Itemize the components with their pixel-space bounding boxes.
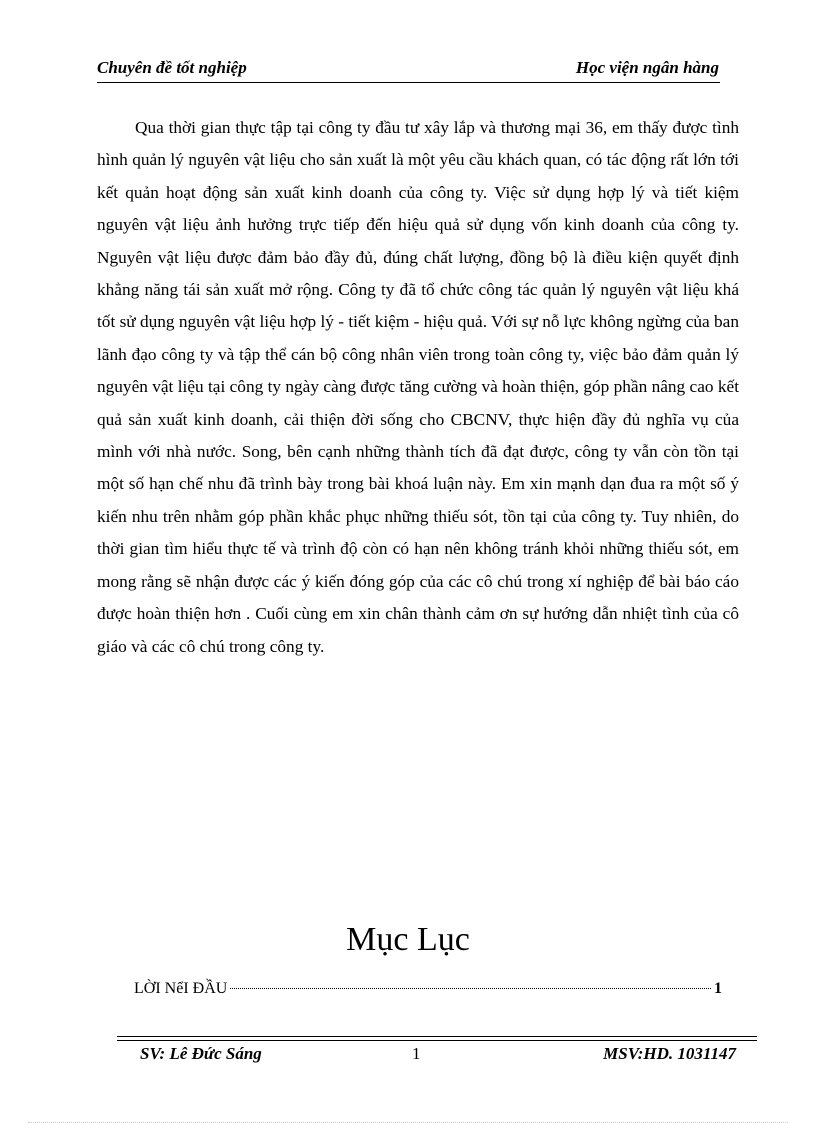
footer-student-id: MSV:HD. 1031147 — [603, 1044, 736, 1063]
header-institution: Học viện ngân hàng — [575, 58, 719, 77]
page-header — [97, 58, 719, 84]
footer-student-name: SV: Lê Đức Sáng — [140, 1044, 262, 1063]
toc-entry-label: LỜI NểI ĐẦU — [134, 980, 228, 997]
toc-entry-page: 1 — [714, 980, 722, 997]
footer-divider-top — [117, 1036, 757, 1037]
toc-title: Mục Lục — [346, 921, 470, 958]
footer-page-number: 1 — [412, 1044, 421, 1063]
page-footer — [140, 1044, 736, 1070]
toc-dot-leader — [230, 988, 711, 989]
toc-entry[interactable] — [134, 980, 722, 1006]
footer-divider-bottom — [117, 1040, 757, 1041]
conclusion-paragraph: Qua thời gian thực tập tại công ty đầu tư xây lắp và thương mại 36, em thấy được tình hình quản lý nguyên vật liệu cho sản xuất là một yêu cầu khách quan, có tác động rất lớn tới kết quản hoạt động sản xuất kinh doanh của công ty. Việc sử dụng hợp lý và tiết kiệm nguyên vật liệu ảnh hưởng trực tiếp đến hiệu quả sử dụng vốn kinh doanh của công ty. Nguyên vật liệu được đảm bảo đầy đủ, đúng chất lượng, đồng bộ là điều kiện quyết định khẳng năng tái sản xuất mở rộng. Công ty đã tổ chức công tác quản lý nguyên vật liệu khá tốt sử dụng nguyên vật liệu hợp lý - tiết kiệm - hiệu quả. Với sự nỗ lực không ngừng của ban lãnh đạo công ty và tập thể cán bộ công nhân viên trong toàn công ty, việc bảo đảm quản lý nguyên vật liệu tại công ty ngày càng được tăng cường và hoàn thiện, góp phần nâng cao kết quả sản xuất kinh doanh, cải thiện đời sống cho CBCNV, thực hiện đầy đủ nghĩa vụ của mình với nhà nước. Song, bên cạnh những thành tích đã đạt được, công ty vẫn còn tồn tại một số hạn chế nhu đã trình bày trong bài khoá luận này. Em xin mạnh dạn đua ra một số ý kiến nhu trên nhằm góp phần khắc phục những thiếu sót, tồn tại của công ty. Tuy nhiên, do thời gian tìm hiểu thực tế và trình độ còn có hạn nên không tránh khỏi những thiếu sót, em mong rằng sẽ nhận được các ý kiến đóng góp của các cô chú trong xí nghiệp để bài báo cáo được hoàn thiện hơn . Cuối cùng em xin chân thành cảm ơn sự hướng dẫn nhiệt tình của cô giáo và các cô chú trong công ty. — [97, 118, 739, 656]
header-divider — [97, 82, 720, 83]
header-document-type: Chuyên đề tốt nghiệp — [97, 58, 247, 77]
